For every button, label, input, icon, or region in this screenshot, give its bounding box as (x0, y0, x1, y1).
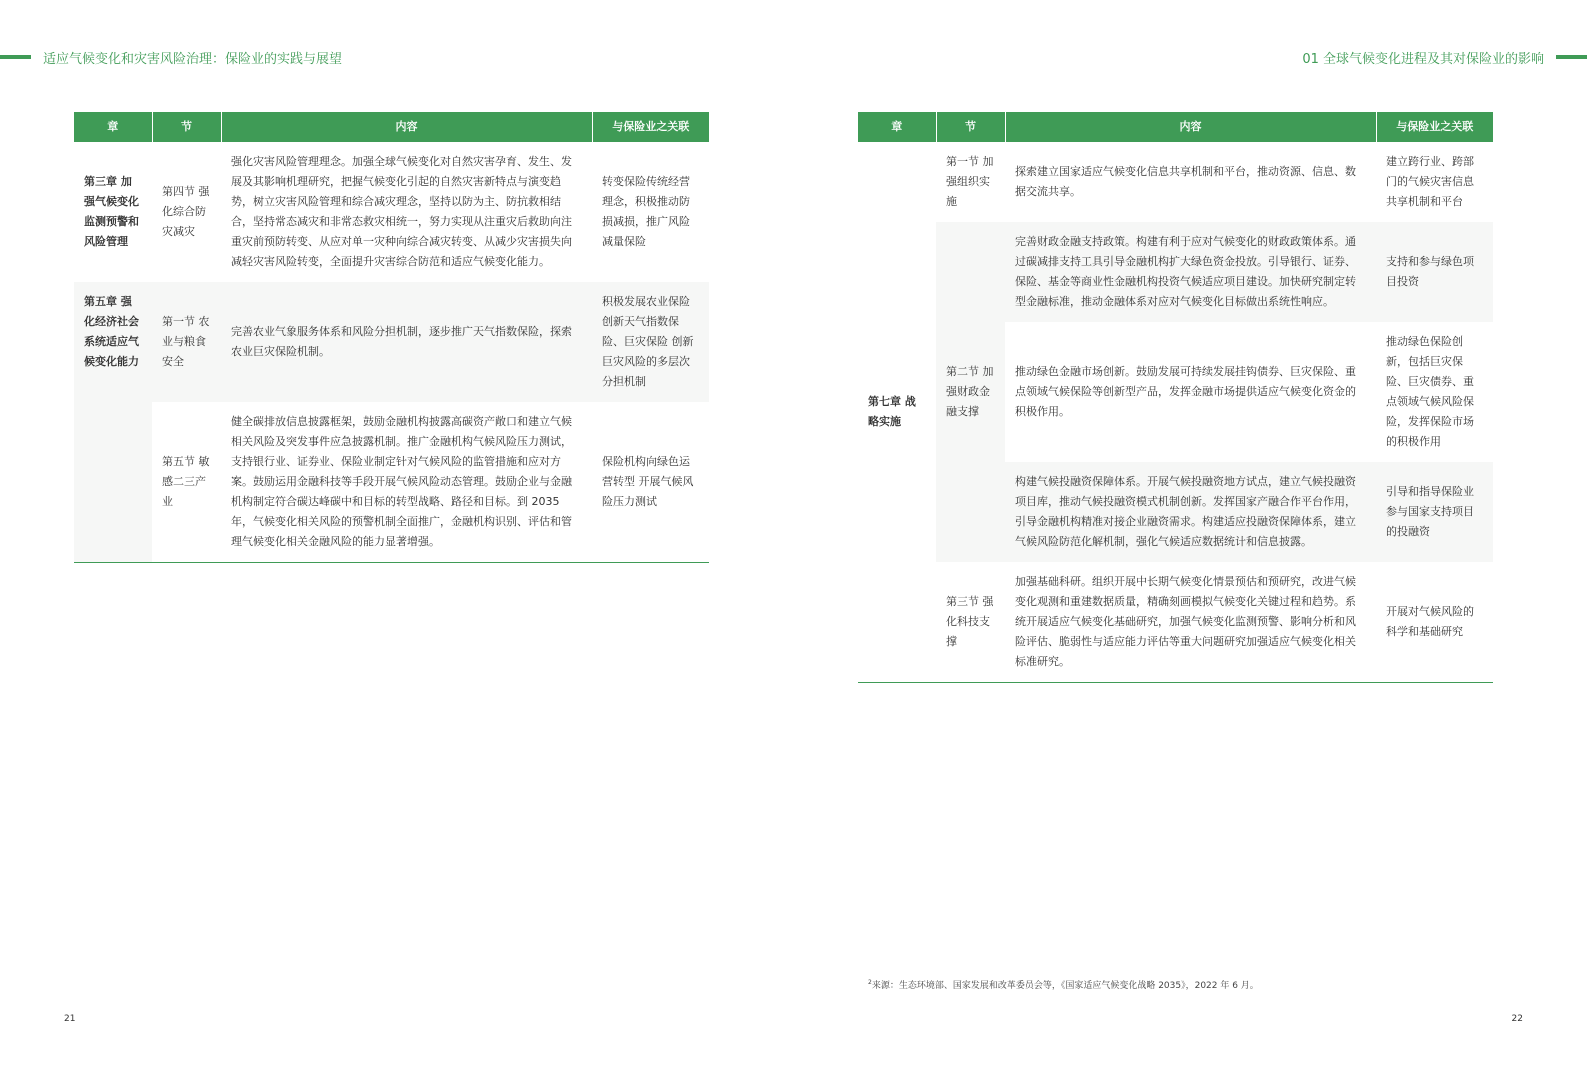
content-cell: 完善农业气象服务体系和风险分担机制，逐步推广天气指数保险，探索农业巨灾保险机制。 (231, 325, 572, 358)
content-cell: 强化灾害风险管理理念。加强全球气候变化对自然灾害孕育、发生、发展及其影响机理研究，把握气候变化引起的自然灾害新特点与演变趋势，树立灾害风险管理和综合减灾理念，坚持以防为主、防抗救相结合，坚持常态减灾和非常态救灾相统一，努力实现从注重灾后救助向注重灾前预防转变、从应对单一灾种向综合减灾转变、从减少灾害损失向减轻灾害风险转变，全面提升灾害综合防范和适应气候变化能力。 (231, 155, 572, 268)
content-cell: 完善财政金融支持政策。构建有利于应对气候变化的财政政策体系。通过碳减排支持工具引导金融机构扩大绿色资金投放。引导银行、证券、保险、基金等商业性金融机构投资气候适应项目建设。加快研究制定转型金融标准，推动金融体系对应对气候变化目标做出系统性响应。 (1015, 235, 1356, 308)
right-table-header-row (858, 112, 1493, 142)
header-section: 节 (152, 112, 221, 142)
table-row (74, 402, 709, 563)
relevance-cell: 建立跨行业、跨部门的气候灾害信息共享机制和平台 (1386, 155, 1474, 208)
footnote-marker: 2 (868, 979, 872, 986)
section-cell: 第三节 强化科技支撑 (946, 595, 994, 648)
header-chapter: 章 (858, 112, 936, 142)
section-cell: 第四节 强化综合防灾减灾 (162, 185, 210, 238)
left-strategy-table (74, 112, 709, 563)
relevance-cell: 积极发展农业保险创新天气指数保险、巨灾保险 创新巨灾风险的多层次分担机制 (602, 295, 694, 388)
relevance-cell: 支持和参与绿色项目投资 (1386, 255, 1474, 288)
left-table-header-row (74, 112, 709, 142)
content-cell: 探索建立国家适应气候变化信息共享机制和平台，推动资源、信息、数据交流共享。 (1015, 165, 1356, 198)
right-header-title: 01 全球气候变化进程及其对保险业的影响 (1302, 52, 1544, 67)
section-cell: 第一节 农业与粮食安全 (162, 315, 210, 368)
chapter-cell: 第三章 加强气候变化监测预警和风险管理 (84, 175, 139, 248)
header-content: 内容 (221, 112, 592, 142)
right-header-accent-bar (1556, 55, 1587, 59)
table-row (858, 222, 1493, 322)
content-cell: 健全碳排放信息披露框架，鼓励金融机构披露高碳资产敞口和建立气候相关风险及突发事件应急披露机制。推广金融机构气候风险压力测试，支持银行业、证券业、保险业制定针对气候风险的监管措施和应对方案。鼓励运用金融科技等手段开展气候风险动态管理。鼓励企业与金融机构制定符合碳达峰碳中和目标的转型战略、路径和目标。到 2035 年，气候变化相关风险的预警机制全面推广，金融机构识别、评估和管理气候变化相关金融风险的能力显著增强。 (231, 415, 572, 548)
relevance-cell: 转变保险传统经营理念，积极推动防损减损，推广风险减量保险 (602, 175, 690, 248)
header-content: 内容 (1005, 112, 1376, 142)
section-cell: 第一节 加强组织实施 (946, 155, 994, 208)
relevance-cell: 开展对气候风险的科学和基础研究 (1386, 605, 1474, 638)
table-row (74, 282, 709, 402)
relevance-cell: 引导和指导保险业参与国家支持项目的投融资 (1386, 485, 1474, 538)
relevance-cell: 保险机构向绿色运营转型 开展气候风险压力测试 (602, 455, 694, 508)
chapter-cell: 第七章 战略实施 (858, 142, 936, 683)
content-cell: 构建气候投融资保障体系。开展气候投融资地方试点，建立气候投融资项目库，推动气候投融资模式机制创新。发挥国家产融合作平台作用，引导金融机构精准对接企业融资需求。构建适应投融资保障体系，建立气候风险防范化解机制，强化气候适应数据统计和信息披露。 (1015, 475, 1356, 548)
content-cell: 加强基础科研。组织开展中长期气候变化情景预估和预研究，改进气候变化观测和重建数据质量，精确刻画模拟气候变化关键过程和趋势。系统开展适应气候变化基础研究，加强气候变化监测预警、影响分析和风险评估、脆弱性与适应能力评估等重大问题研究加强适应气候变化相关标准研究。 (1015, 575, 1356, 668)
table-row (858, 142, 1493, 222)
left-header-title: 适应气候变化和灾害风险治理：保险业的实践与展望 (43, 52, 343, 67)
section-cell: 第五节 敏感二三产业 (162, 455, 210, 508)
header-relevance: 与保险业之关联 (592, 112, 709, 142)
relevance-cell: 推动绿色保险创新，包括巨灾保险、巨灾债券、重点领域气候风险保险，发挥保险市场的积极作用 (1386, 335, 1474, 448)
table-row (858, 562, 1493, 683)
header-relevance: 与保险业之关联 (1376, 112, 1493, 142)
header-chapter: 章 (74, 112, 152, 142)
left-header-accent-bar (0, 55, 31, 59)
right-page-number: 22 (1511, 1014, 1523, 1024)
header-section: 节 (936, 112, 1005, 142)
right-strategy-table (858, 112, 1493, 683)
table-row (74, 142, 709, 282)
source-footnote (868, 978, 1259, 991)
left-page-number: 21 (64, 1014, 76, 1024)
chapter-cell: 第五章 强化经济社会系统适应气候变化能力 (74, 282, 152, 563)
section-cell: 第二节 加强财政金融支撑 (936, 222, 1005, 562)
content-cell: 推动绿色金融市场创新。鼓励发展可持续发展挂钩债券、巨灾保险、重点领域气候保险等创新型产品，发挥金融市场提供适应气候变化资金的积极作用。 (1015, 365, 1356, 418)
footnote-text: 来源：生态环境部、国家发展和改革委员会等，《国家适应气候变化战略 2035》，2022 年 6 月。 (871, 981, 1259, 991)
